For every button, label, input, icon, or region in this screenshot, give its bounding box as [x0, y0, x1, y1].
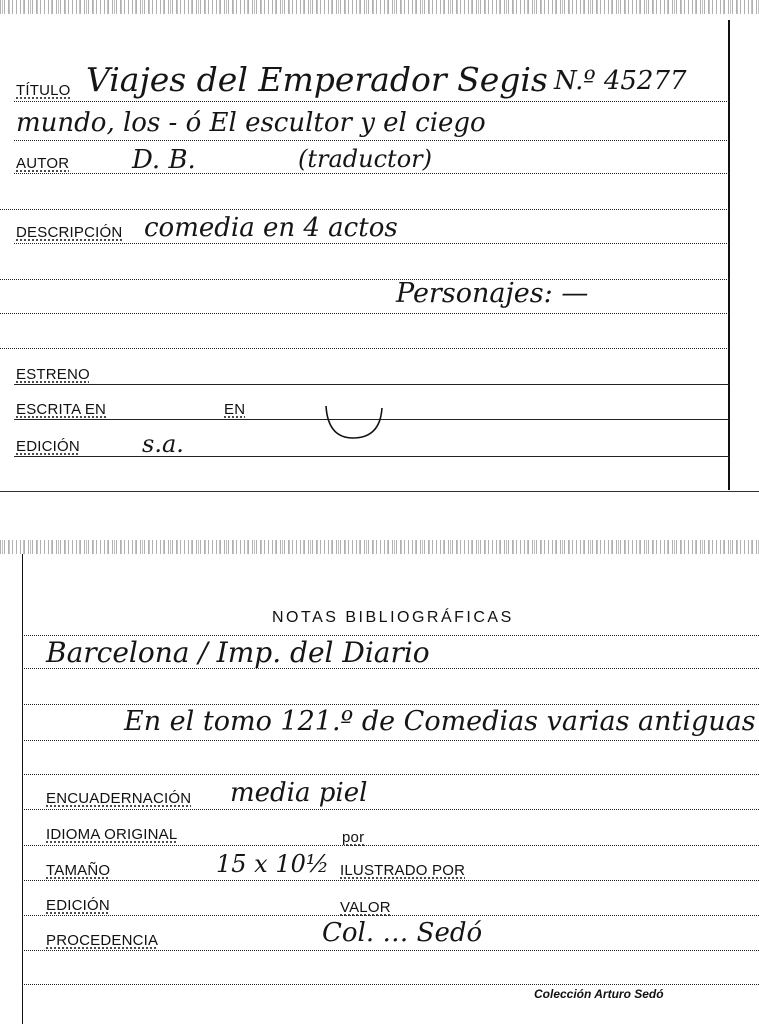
handwritten-titulo-line2: mundo, los - ó El escultor y el ciego — [16, 108, 486, 138]
catalog-card-top — [0, 0, 759, 492]
rule-line — [0, 279, 729, 280]
label-ilustrado-por: ILUSTRADO POR — [340, 862, 466, 879]
rule-line — [22, 950, 759, 951]
handwritten-edicion: s.a. — [142, 430, 184, 458]
label-estreno: ESTRENO — [16, 366, 90, 383]
label-encuadernacion: ENCUADERNACIÓN — [46, 790, 192, 807]
handwritten-autor: D. B. — [132, 145, 196, 175]
punch-hole-mark — [318, 398, 388, 444]
handwritten-procedencia: Col. … Sedó — [322, 918, 483, 948]
label-descripcion: DESCRIPCIÓN — [16, 224, 123, 241]
catalog-card-bottom — [0, 540, 759, 1028]
rule-line — [0, 313, 729, 314]
rule-line — [14, 456, 729, 457]
label-escrita-en: ESCRITA EN — [16, 401, 107, 418]
rule-line — [14, 243, 729, 244]
label-procedencia: PROCEDENCIA — [46, 932, 159, 949]
handwritten-notas-line1: Barcelona / Imp. del Diario — [46, 636, 430, 669]
rule-line — [14, 173, 729, 174]
rule-line — [22, 880, 759, 881]
card-bottom-edge — [0, 491, 759, 492]
rule-line — [0, 209, 729, 210]
label-en: EN — [224, 401, 246, 418]
handwritten-autor-role: (traductor) — [298, 145, 432, 173]
handwritten-tamano: 15 x 10½ — [216, 850, 330, 878]
card-bottom-top-edge — [0, 540, 759, 554]
rule-line — [0, 348, 729, 349]
notas-heading: NOTAS BIBLIOGRÁFICAS — [272, 609, 514, 626]
label-valor: VALOR — [340, 899, 391, 916]
handwritten-titulo-line1: Viajes del Emperador Segis — [86, 60, 548, 99]
rule-line — [22, 704, 759, 705]
rule-line — [22, 774, 759, 775]
rule-line — [14, 384, 729, 385]
label-edicion-bottom: EDICIÓN — [46, 897, 110, 914]
handwritten-numero: N.º 45277 — [554, 66, 687, 96]
handwritten-descripcion: comedia en 4 actos — [144, 213, 398, 243]
label-idioma-original: IDIOMA ORIGINAL — [46, 826, 178, 843]
rule-line — [22, 740, 759, 741]
card-left-border — [22, 554, 23, 1024]
handwritten-encuadernacion: media piel — [230, 778, 368, 808]
label-tamano: TAMAÑO — [46, 862, 111, 879]
handwritten-notas-line2: En el tomo 121.º de Comedias varias antiguas — [124, 706, 756, 737]
rule-line — [14, 101, 729, 102]
rule-line — [14, 140, 729, 141]
card-top-edge — [0, 0, 759, 14]
label-edicion: EDICIÓN — [16, 438, 80, 455]
rule-line — [22, 845, 759, 846]
rule-line — [22, 984, 759, 985]
label-por: por — [342, 829, 365, 846]
label-autor: AUTOR — [16, 155, 70, 172]
label-titulo: TÍTULO — [16, 82, 71, 99]
collection-footer: Colección Arturo Sedó — [534, 987, 664, 1001]
rule-line — [22, 809, 759, 810]
handwritten-personajes: Personajes: — — [396, 278, 589, 309]
